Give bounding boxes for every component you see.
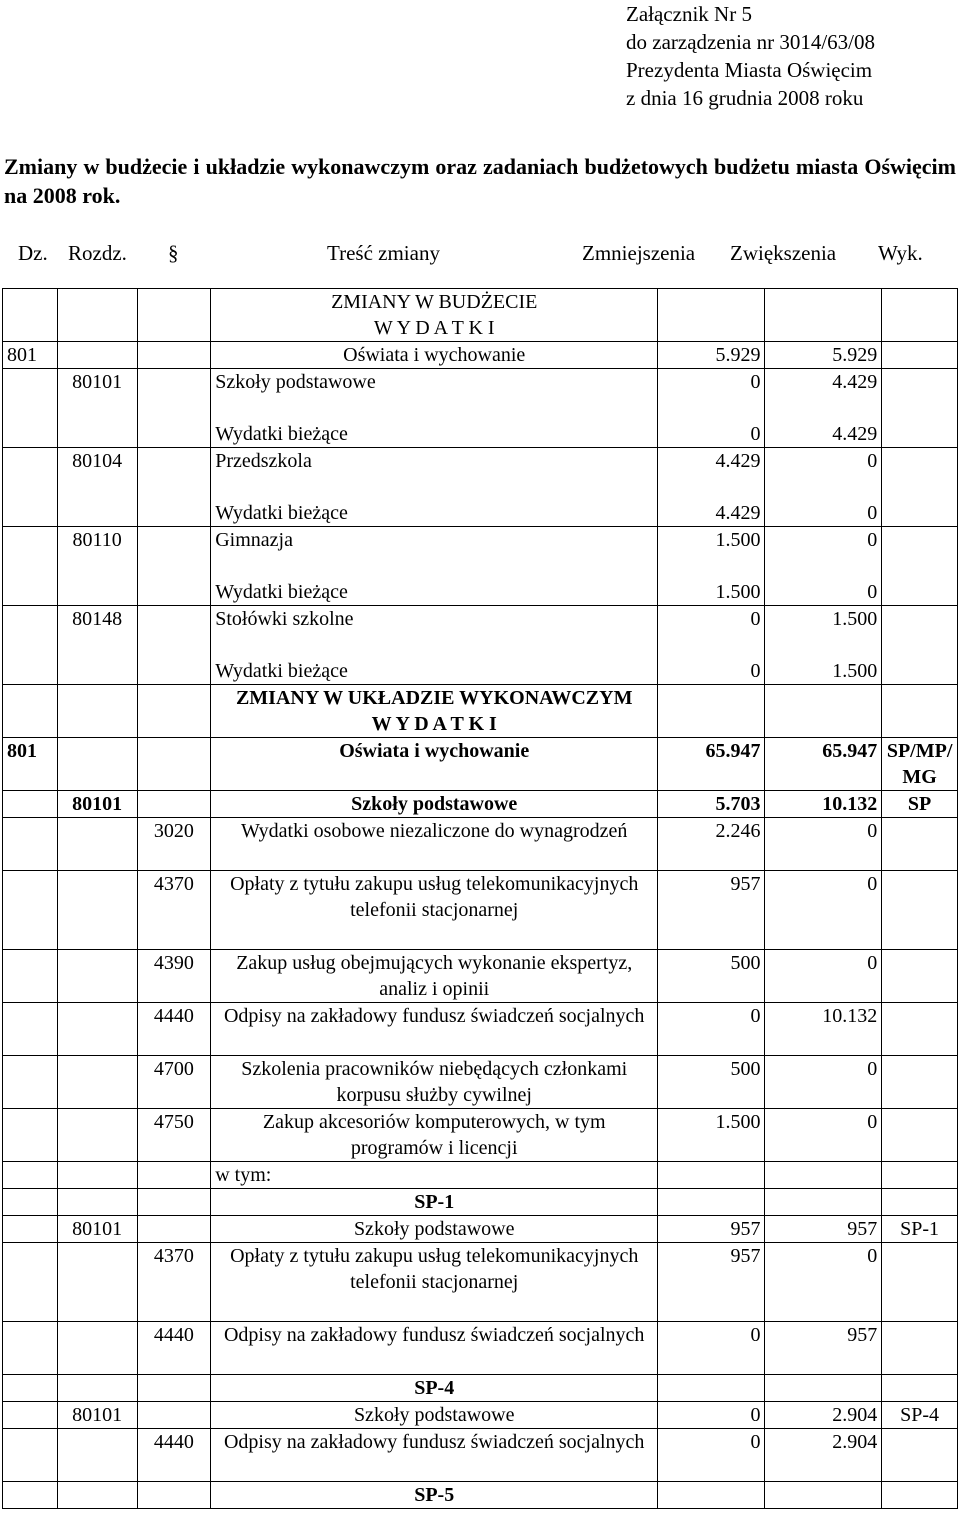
zmn-cell: 4.429 4.429 <box>658 448 765 527</box>
name-cell: Szkoły podstawowe <box>211 1216 658 1243</box>
name-cell: Szkoły podstawowe Wydatki bieżące <box>211 369 658 448</box>
zmn-cell: 1.500 <box>658 1109 765 1162</box>
rozdz-cell: 80101 <box>57 791 137 818</box>
zwi-cell: 0 <box>765 1243 882 1322</box>
wyk-cell: SP/MP/ MG <box>882 738 958 791</box>
zwi-cell: 0 <box>765 950 882 1003</box>
zwi-cell: 0 0 <box>765 527 882 606</box>
zwi-cell: 0 <box>765 818 882 871</box>
table-row <box>3 1056 958 1109</box>
zwi-cell: 2.904 <box>765 1429 882 1482</box>
par-cell: 4440 <box>137 1322 211 1375</box>
table-row <box>3 871 958 950</box>
table-row <box>3 738 958 791</box>
rozdz-cell: 80101 <box>57 1402 137 1429</box>
zmn-cell: 500 <box>658 950 765 1003</box>
name-cell: Odpisy na zakładowy fundusz świadczeń socjalnych <box>211 1003 658 1056</box>
table-row <box>3 342 958 369</box>
zwi-cell: 2.904 <box>765 1402 882 1429</box>
header-zmniejszenia: Zmniejszenia <box>582 241 696 265</box>
table-row <box>3 1429 958 1482</box>
unit-label: SP-5 <box>211 1482 658 1509</box>
name-cell: Gimnazja Wydatki bieżące <box>211 527 658 606</box>
zmn-cell: 5.929 <box>658 342 765 369</box>
annex-line: z dnia 16 grudnia 2008 roku <box>626 86 864 110</box>
header-tresc: Treść zmiany <box>327 241 440 265</box>
name-cell: Przedszkola Wydatki bieżące <box>211 448 658 527</box>
name-cell: Oświata i wychowanie <box>211 342 658 369</box>
zmn-cell: 2.246 <box>658 818 765 871</box>
section-header-row <box>3 289 958 342</box>
document-title: Zmiany w budżecie i układzie wykonawczym oraz zadaniach budżetowych budżetu miasta Oświęcim na 2008 rok. <box>4 154 956 208</box>
table-row <box>3 818 958 871</box>
table-row <box>3 1482 958 1509</box>
rozdz-cell: 80148 <box>57 606 137 685</box>
zwi-cell: 0 <box>765 871 882 950</box>
par-cell: 4370 <box>137 871 211 950</box>
annex-line: Załącznik Nr 5 <box>626 2 752 26</box>
rozdz-cell: 80101 <box>57 1216 137 1243</box>
sub-name: Wydatki bieżące <box>215 423 348 445</box>
zwi-cell: 957 <box>765 1216 882 1243</box>
par-cell: 4440 <box>137 1003 211 1056</box>
sub-name: Wydatki bieżące <box>215 581 348 603</box>
zmn-cell: 65.947 <box>658 738 765 791</box>
dz-cell: 801 <box>3 342 58 369</box>
zmn-cell: 0 <box>658 1003 765 1056</box>
name-cell: Oświata i wychowanie <box>211 738 658 791</box>
table-row <box>3 606 958 685</box>
section-title: ZMIANY W BUDŻECIE W Y D A T K I <box>211 289 658 342</box>
unit-label: SP-1 <box>211 1189 658 1216</box>
annex-line: do zarządzenia nr 3014/63/08 <box>626 30 875 54</box>
header-zwiekszenia: Zwiększenia <box>730 241 837 265</box>
name-cell: Szkoły podstawowe <box>211 1402 658 1429</box>
name-cell: Odpisy na zakładowy fundusz świadczeń socjalnych <box>211 1429 658 1482</box>
par-cell: 3020 <box>137 818 211 871</box>
zmn-cell: 1.500 1.500 <box>658 527 765 606</box>
table-row <box>3 1162 958 1189</box>
name-cell: Odpisy na zakładowy fundusz świadczeń socjalnych <box>211 1322 658 1375</box>
zmn-cell: 5.703 <box>658 791 765 818</box>
table-row <box>3 1003 958 1056</box>
name-cell: Zakup usług obejmujących wykonanie ekspertyz, analiz i opinii <box>211 950 658 1003</box>
zwi-cell: 4.429 4.429 <box>765 369 882 448</box>
table-row <box>3 791 958 818</box>
table-row <box>3 1189 958 1216</box>
rozdz-cell: 80101 <box>57 369 137 448</box>
table-row <box>3 1322 958 1375</box>
par-cell: 4700 <box>137 1056 211 1109</box>
rozdz-cell: 80104 <box>57 448 137 527</box>
header-dz: Dz. <box>18 241 48 265</box>
zmn-cell: 957 <box>658 1243 765 1322</box>
sub-name: Wydatki bieżące <box>215 502 348 524</box>
zwi-cell: 0 <box>765 1109 882 1162</box>
name-cell: Stołówki szkolne Wydatki bieżące <box>211 606 658 685</box>
section-title: ZMIANY W UKŁADZIE WYKONAWCZYM W Y D A T K I <box>211 685 658 738</box>
dz-cell: 801 <box>3 738 58 791</box>
table-row <box>3 527 958 606</box>
zwi-cell: 0 0 <box>765 448 882 527</box>
table-row <box>3 448 958 527</box>
table-row <box>3 950 958 1003</box>
table-row <box>3 369 958 448</box>
wyk-cell: SP-4 <box>882 1402 958 1429</box>
table-row <box>3 1375 958 1402</box>
header-wyk: Wyk. <box>878 241 923 265</box>
rozdz-cell: 80110 <box>57 527 137 606</box>
name-cell: Wydatki osobowe niezaliczone do wynagrodzeń <box>211 818 658 871</box>
unit-label: SP-4 <box>211 1375 658 1402</box>
zmn-cell: 0 0 <box>658 369 765 448</box>
zwi-cell: 1.500 1.500 <box>765 606 882 685</box>
zmn-cell: 0 <box>658 1402 765 1429</box>
annex-reference <box>626 0 875 112</box>
name-cell: Szkoły podstawowe <box>211 791 658 818</box>
name-cell: Szkolenia pracowników niebędących członkami korpusu służby cywilnej <box>211 1056 658 1109</box>
zmn-cell: 0 <box>658 1429 765 1482</box>
header-paragraph: § <box>168 241 179 265</box>
zwi-cell: 957 <box>765 1322 882 1375</box>
name-cell: Opłaty z tytułu zakupu usług telekomunikacyjnych telefonii stacjonarnej <box>211 1243 658 1322</box>
name-cell: Zakup akcesoriów komputerowych, w tym programów i licencji <box>211 1109 658 1162</box>
header-rozdz: Rozdz. <box>68 241 127 265</box>
name-cell: Opłaty z tytułu zakupu usług telekomunikacyjnych telefonii stacjonarnej <box>211 871 658 950</box>
annex-line: Prezydenta Miasta Oświęcim <box>626 58 873 82</box>
table-row <box>3 1216 958 1243</box>
zmn-cell: 0 0 <box>658 606 765 685</box>
zwi-cell: 5.929 <box>765 342 882 369</box>
zwi-cell: 10.132 <box>765 1003 882 1056</box>
par-cell: 4390 <box>137 950 211 1003</box>
zmn-cell: 957 <box>658 1216 765 1243</box>
table-row <box>3 1402 958 1429</box>
sub-name: Wydatki bieżące <box>215 660 348 682</box>
table-row <box>3 1243 958 1322</box>
par-cell: 4370 <box>137 1243 211 1322</box>
wyk-cell: SP-1 <box>882 1216 958 1243</box>
w-tym-label: w tym: <box>211 1162 658 1189</box>
par-cell: 4750 <box>137 1109 211 1162</box>
zmn-cell: 957 <box>658 871 765 950</box>
table-row <box>3 1109 958 1162</box>
wyk-cell: SP <box>882 791 958 818</box>
par-cell: 4440 <box>137 1429 211 1482</box>
budget-table <box>2 288 958 1509</box>
zwi-cell: 65.947 <box>765 738 882 791</box>
zmn-cell: 500 <box>658 1056 765 1109</box>
section-header-row <box>3 685 958 738</box>
zwi-cell: 10.132 <box>765 791 882 818</box>
zmn-cell: 0 <box>658 1322 765 1375</box>
zwi-cell: 0 <box>765 1056 882 1109</box>
